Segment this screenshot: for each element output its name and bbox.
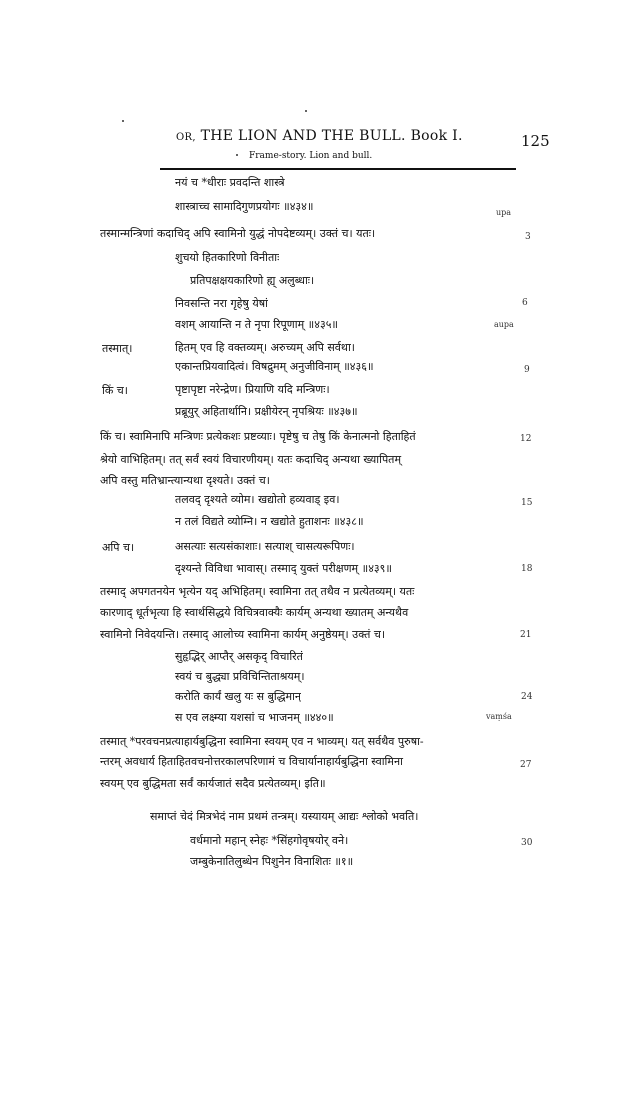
text-line: पृष्टापृष्टा नरेन्द्रेण। प्रियाणि यदि मन्त्रिणः। xyxy=(175,383,330,396)
text-line: शास्त्राच्च सामादिगुणप्रयोगः ॥४३४॥ xyxy=(175,200,314,213)
text-line: श्रेयो वाभिहितम्। तत् सर्वं स्वयं विचारणीयम्। यतः कदाचिद् अन्यथा ख्यापितम् xyxy=(100,453,402,466)
margin-note: vaṃśa xyxy=(486,712,512,721)
text-line: कारणाद् धूर्तभृत्या हि स्वार्थसिद्धये विचित्रवाक्यैः कार्यम् अन्यथा ख्यातम् अन्यथैव xyxy=(100,606,409,619)
line-number: 12 xyxy=(520,434,532,444)
text-line: स्वामिनो निवेदयन्ति। तस्माद् आलोच्य स्वामिना कार्यम् अनुष्ठेयम्। उक्तं च। xyxy=(100,628,386,641)
text-line: जम्बुकेनातिलुब्धेन पिशुनेन विनाशितः ॥१॥ xyxy=(190,855,354,868)
page-number: 125 xyxy=(521,132,550,150)
text-line: वर्धमानो महान् स्नेहः *सिंहगोवृषयोर् वने। xyxy=(190,834,349,847)
text-line: तस्माद् अपगतनयेन भृत्येन यद् अभिहितम्। स्वामिना तत् तथैव न प्रत्येतव्यम्। यतः xyxy=(100,585,415,598)
header-prefix: OR, xyxy=(176,132,196,143)
speck xyxy=(236,154,238,156)
margin-note: aupa xyxy=(494,320,514,329)
text-line: नयं च *धीराः प्रवदन्ति शास्त्रे xyxy=(175,176,285,189)
text-line: अपि वस्तु मतिभ्रान्त्यान्यथा दृश्यते। उक्तं च। xyxy=(100,474,270,487)
text-line: तस्मान्मन्त्रिणां कदाचिद् अपि स्वामिनो युद्धं नोपदेष्टव्यम्। उक्तं च। यतः। xyxy=(100,227,376,240)
header-rule xyxy=(160,168,516,170)
text-line: स्वयम् एव बुद्धिमता सर्वं कार्यजातं सदैव प्रत्येतव्यम्। इति॥ xyxy=(100,777,326,790)
section-label: किं च। xyxy=(102,384,128,397)
text-line: न्तरम् अवधार्य हिताहितवचनोत्तरकालपरिणामं च विचार्यानाहार्यबुद्धिना स्वामिना xyxy=(100,755,403,768)
text-line: प्रतिपक्षक्षयकारिणो ह्य् अलुब्धाः। xyxy=(190,274,315,287)
text-line: दृश्यन्ते विविधा भावास्। तस्माद् युक्तं परीक्षणम् ॥४३९॥ xyxy=(175,562,392,575)
line-number: 3 xyxy=(525,232,531,242)
line-number: 18 xyxy=(521,564,533,574)
line-number: 30 xyxy=(521,838,533,848)
margin-note: upa xyxy=(496,208,512,217)
text-line: तलवद् दृश्यते व्योम। खद्योतो हव्यवाड् इव। xyxy=(175,493,340,506)
header-book: Book I. xyxy=(410,128,463,144)
section-label: तस्मात्। xyxy=(102,342,133,355)
speck xyxy=(305,110,307,112)
text-line: वशम् आयान्ति न ते नृपा रिपूणाम् ॥४३५॥ xyxy=(175,318,339,331)
text-line: स एव लक्ष्म्या यशसां च भाजनम् ॥४४०॥ xyxy=(175,711,334,724)
line-number: 27 xyxy=(520,760,532,770)
line-number: 15 xyxy=(521,498,533,508)
line-number: 9 xyxy=(524,365,530,375)
text-line: सुहृद्भिर् आप्तैर् असकृद् विचारितं xyxy=(175,650,303,663)
text-line: न तलं विद्यते व्योम्नि। न खद्योते हुताशनः ॥४३८॥ xyxy=(175,515,364,528)
line-number: 21 xyxy=(520,630,532,640)
section-label: अपि च। xyxy=(102,541,135,554)
text-line: शुचयो हितकारिणो विनीताः xyxy=(175,251,280,264)
text-line: हितम् एव हि वक्तव्यम्। अरुच्यम् अपि सर्वथा। xyxy=(175,341,355,354)
text-line: असत्याः सत्यसंकाशाः। सत्याश् चासत्यरूपिणः। xyxy=(175,540,355,553)
text-line: प्रब्रूयुर् अहितार्थानि। प्रक्षीयेरन् नृपश्रियः ॥४३७॥ xyxy=(175,405,358,418)
text-line: समाप्तं चेदं मित्रभेदं नाम प्रथमं तन्त्रम्। यस्यायम् आद्यः श्लोको भवति। xyxy=(150,810,419,823)
text-line: एकान्तप्रियवादित्वं। विषद्रुमम् अनुजीविनाम् ॥४३६॥ xyxy=(175,360,374,373)
running-header xyxy=(176,128,463,144)
text-line: निवसन्ति नरा गृहेषु येषां xyxy=(175,297,268,310)
text-line: स्वयं च बुद्ध्या प्रविचिन्तिताश्रयम्। xyxy=(175,670,305,683)
line-number: 6 xyxy=(522,298,528,308)
header-title: THE LION AND THE BULL. xyxy=(200,128,406,144)
section-subtitle: Frame-story. Lion and bull. xyxy=(249,151,373,161)
line-number: 24 xyxy=(521,692,533,702)
speck xyxy=(122,120,124,122)
text-line: किं च। स्वामिनापि मन्त्रिणः प्रत्येकशः प्रष्टव्याः। पृष्टेषु च तेषु किं केनात्मनो हिताहितं xyxy=(100,430,416,443)
text-line: करोति कार्यं खलु यः स बुद्धिमान् xyxy=(175,690,302,703)
text-line: तस्मात् *परवचनप्रत्याहार्यबुद्धिना स्वामिना स्वयम् एव न भाव्यम्। यत् सर्वथैव पुरुषा- xyxy=(100,735,424,748)
